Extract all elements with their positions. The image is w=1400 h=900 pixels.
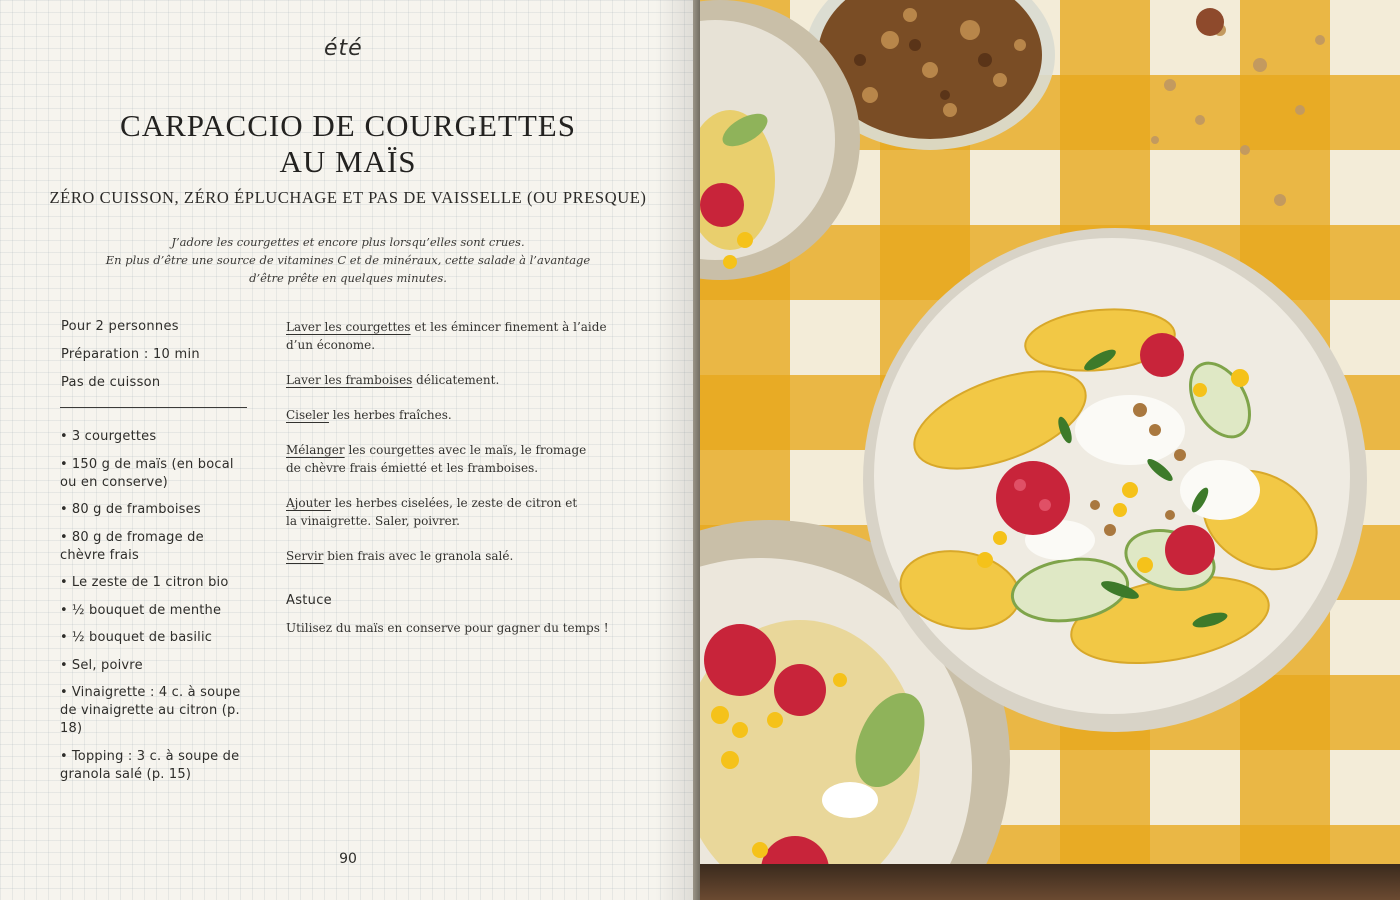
step-item	[286, 547, 626, 565]
intro-line: d’être prête en quelques minutes.	[249, 271, 447, 285]
wooden-table	[700, 864, 1400, 900]
step-item	[286, 406, 626, 424]
ingredient-text: 3 courgettes	[71, 429, 157, 444]
hazelnut	[1196, 8, 1224, 36]
step-item	[286, 441, 601, 477]
step-item	[286, 318, 626, 354]
step-text: et les émincer finement à l’aide d’un économe.	[286, 320, 607, 352]
recipe-meta	[61, 318, 261, 402]
ingredient-text: ½ bouquet de basilic	[71, 630, 213, 645]
ingredient-text: Sel, poivre	[71, 657, 143, 673]
bullet-icon: •	[60, 685, 68, 700]
step-item	[286, 371, 626, 389]
season-label: été	[324, 36, 363, 61]
bullet-icon: •	[60, 630, 68, 645]
season-heading	[324, 36, 368, 70]
ingredients-list	[60, 428, 260, 793]
recipe-photo	[700, 0, 1400, 900]
recipe-intro	[80, 233, 616, 287]
step-verb: Ajouter	[286, 496, 331, 510]
ingredient-item	[60, 748, 240, 784]
bullet-icon: •	[60, 502, 68, 517]
page-number: 90	[339, 851, 357, 867]
ingredient-text: ½ bouquet de menthe	[71, 602, 222, 618]
step-text: les herbes ciselées, le zeste de citron et la vinaigrette. Saler, poivrer.	[286, 496, 578, 528]
bullet-icon: •	[60, 429, 68, 444]
ingredient-item	[60, 602, 260, 620]
step-verb: Mélanger	[286, 443, 345, 457]
ingredient-item	[60, 657, 260, 675]
step-verb: Servir	[286, 549, 324, 563]
tip-title: Astuce	[286, 593, 332, 608]
servings: Pour 2 personnes	[61, 319, 179, 334]
step-text: les courgettes avec le maïs, le fromage de chèvre frais émietté et les framboises.	[286, 443, 587, 475]
bullet-icon: •	[60, 657, 68, 673]
cooking-time: Pas de cuisson	[61, 375, 161, 390]
intro-line: J’adore les courgettes et encore plus lorsqu’elles sont crues.	[171, 235, 525, 249]
bullet-icon: •	[60, 529, 68, 545]
ingredient-item	[60, 501, 260, 519]
ingredient-text: Le zeste de 1 citron bio	[71, 575, 229, 590]
step-item	[286, 494, 586, 530]
divider	[60, 407, 247, 408]
ingredient-text: 80 g de framboises	[71, 502, 201, 517]
ingredient-item	[60, 574, 260, 592]
salad-illustration	[700, 0, 1400, 900]
step-verb: Laver les framboises	[286, 373, 413, 387]
bullet-icon: •	[60, 748, 68, 764]
ingredient-text: Vinaigrette : 4 c. à soupe de vinaigrette au citron (p. 18)	[60, 685, 241, 736]
prep-time: Préparation : 10 min	[61, 347, 200, 362]
ingredient-text: 150 g de maïs (en bocal ou en conserve)	[60, 456, 234, 490]
main-plate	[863, 228, 1367, 732]
ingredient-item	[60, 428, 260, 446]
ingredient-item	[60, 456, 250, 492]
ingredient-text: Topping : 3 c. à soupe de granola salé (p. 15)	[60, 748, 240, 782]
step-text: bien frais avec le granola salé.	[323, 549, 514, 563]
recipe-page	[0, 0, 695, 900]
recipe-subtitle: ZÉRO CUISSON, ZÉRO ÉPLUCHAGE ET PAS DE VAISSELLE (OU PRESQUE)	[49, 188, 647, 207]
ingredient-text: 80 g de fromage de chèvre frais	[60, 529, 204, 563]
tip-text: Utilisez du maïs en conserve pour gagner du temps !	[286, 621, 609, 635]
bullet-icon: •	[60, 456, 68, 472]
recipe-title	[60, 108, 636, 180]
step-verb: Laver les courgettes	[286, 320, 411, 334]
ingredient-item	[60, 529, 210, 565]
steps-list	[286, 318, 626, 582]
intro-line: En plus d’être une source de vitamines C et de minéraux, cette salade à l’avantage	[105, 253, 591, 267]
bullet-icon: •	[60, 575, 68, 590]
recipe-title-line1: CARPACCIO DE COURGETTES	[120, 108, 576, 143]
ingredient-item	[60, 684, 256, 738]
step-text: les herbes fraîches.	[328, 408, 452, 422]
step-text: délicatement.	[412, 373, 500, 387]
granola-crumbs	[1151, 24, 1325, 206]
ingredient-item	[60, 629, 260, 647]
bullet-icon: •	[60, 602, 68, 618]
recipe-title-line2: AU MAÏS	[279, 144, 417, 179]
step-verb: Ciseler	[286, 408, 329, 422]
